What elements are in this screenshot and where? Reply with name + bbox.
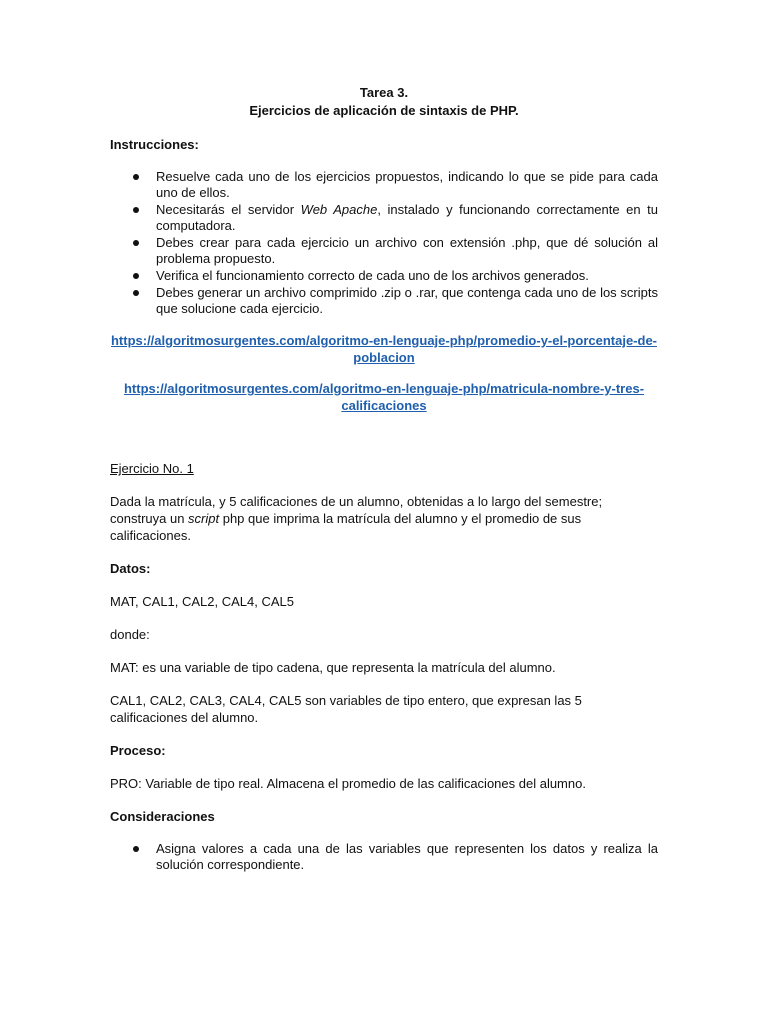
consideraciones-list (110, 841, 658, 873)
instructions-list (110, 169, 658, 317)
bullet-icon (133, 174, 139, 180)
instruction-text: Debes crear para cada ejercicio un archivo con extensión .php, que dé solución al problema propuesto. (156, 235, 658, 266)
exercise-desc-after: php que imprima la matrícula del alumno y el promedio de sus calificaciones. (110, 511, 582, 543)
exercise-desc-before: Dada la matrícula, y 5 calificaciones de un alumno, obtenidas a lo largo del semestre; construya un (110, 494, 603, 526)
bullet-icon (133, 240, 139, 246)
link-2[interactable] (110, 380, 658, 414)
instruction-text-italic: Web Apache (300, 202, 378, 217)
bullet-icon (133, 207, 139, 213)
bullet-icon (133, 290, 139, 296)
link-1[interactable] (110, 332, 658, 366)
list-item (110, 285, 658, 317)
consideracion-text: Asigna valores a cada una de las variables que representen los datos y realiza la solución correspondiente. (156, 841, 658, 872)
pro-description: PRO: Variable de tipo real. Almacena el promedio de las calificaciones del alumno. (110, 776, 586, 791)
instruction-text-after: , instalado y funcionando correctamente en tu computadora. (156, 202, 659, 233)
document-subtitle: Ejercicios de aplicación de sintaxis de PHP. (249, 103, 519, 118)
instruction-text: Resuelve cada uno de los ejercicios propuestos, indicando lo que se pide para cada uno de ellos. (156, 169, 658, 200)
document-page (110, 84, 658, 874)
bullet-icon (133, 273, 139, 279)
exercise-heading: Ejercicio No. 1 (110, 461, 194, 476)
instruction-text-before: Necesitarás el servidor (156, 202, 301, 217)
instruction-text: Debes generar un archivo comprimido .zip o .rar, que contenga cada uno de los scripts que solucione cada ejercicio. (156, 285, 658, 316)
link-2-line2[interactable]: calificaciones (341, 398, 427, 413)
proceso-heading: Proceso: (110, 743, 166, 758)
list-item (110, 169, 658, 201)
list-item (110, 841, 658, 873)
list-item (110, 235, 658, 267)
consideraciones-heading: Consideraciones (110, 809, 215, 824)
donde-label: donde: (110, 627, 150, 642)
bullet-icon (133, 846, 139, 852)
mat-description: MAT: es una variable de tipo cadena, que representa la matrícula del alumno. (110, 660, 556, 675)
datos-vars: MAT, CAL1, CAL2, CAL4, CAL5 (110, 594, 295, 609)
exercise-desc-italic: script (188, 511, 220, 526)
document-title: Tarea 3. (359, 85, 409, 100)
instructions-heading: Instrucciones: (110, 137, 199, 152)
link-1-line1[interactable]: https://algoritmosurgentes.com/algoritmo-en-lenguaje-php/promedio-y-el-porcentaje-de- (110, 333, 658, 348)
link-2-line1[interactable]: https://algoritmosurgentes.com/algoritmo-en-lenguaje-php/matricula-nombre-y-tres- (123, 381, 645, 396)
instruction-text: Verifica el funcionamiento correcto de cada uno de los archivos generados. (156, 268, 589, 283)
link-1-line2[interactable]: poblacion (353, 350, 415, 365)
list-item (110, 202, 658, 234)
exercise-description (110, 493, 658, 544)
datos-heading: Datos: (110, 561, 151, 576)
cal-description: CAL1, CAL2, CAL3, CAL4, CAL5 son variables de tipo entero, que expresan las 5 calificaciones del alumno. (110, 693, 582, 725)
list-item (110, 268, 658, 284)
